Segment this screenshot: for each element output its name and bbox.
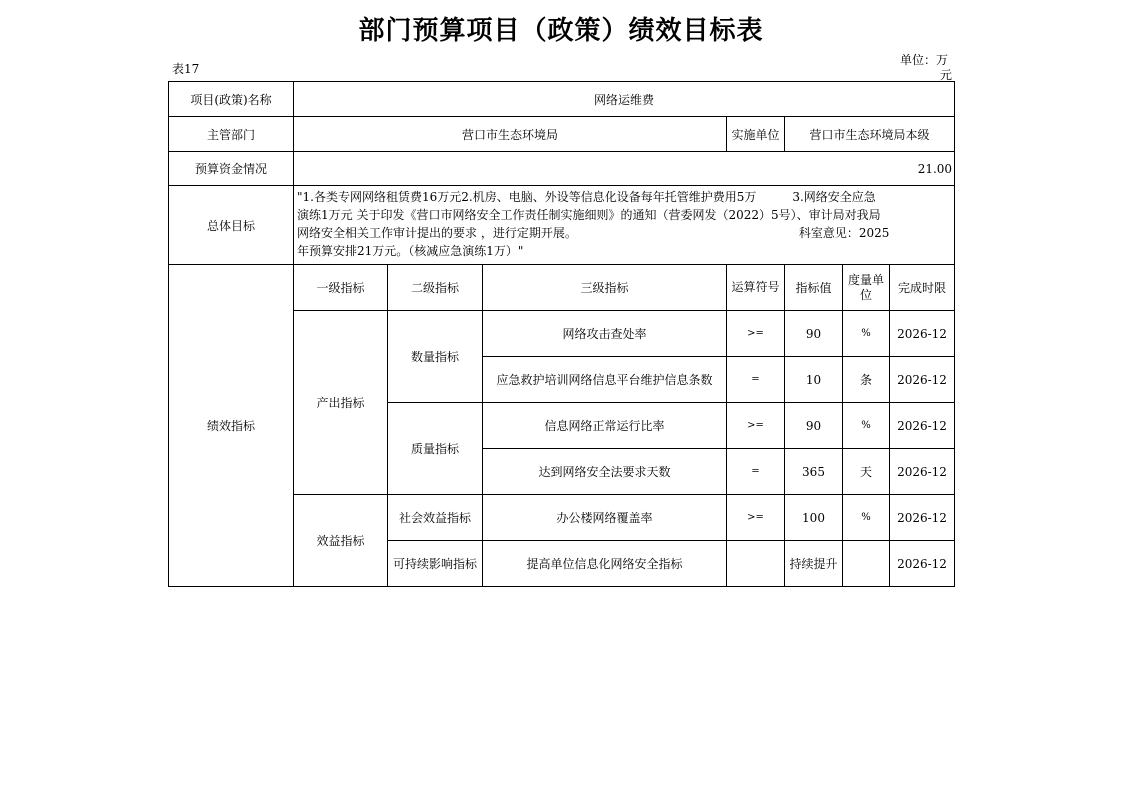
deadline-cell: 2026-12 [890,357,955,403]
impl-unit-label: 实施单位 [727,117,785,152]
header-deadline: 完成时限 [890,265,955,311]
level3-cell: 应急救护培训网络信息平台维护信息条数 [483,357,727,403]
dept-value: 营口市生态环境局 [294,117,727,152]
level1-cell: 效益指标 [294,495,388,587]
goal-line: 网络安全相关工作审计提出的要求 ，进行定期开展。 科室意见：2025 [297,226,890,240]
perf-label: 绩效指标 [169,265,294,587]
impl-unit-value: 营口市生态环境局本级 [785,117,955,152]
deadline-cell: 2026-12 [890,311,955,357]
value-cell: 10 [785,357,843,403]
value-cell: 90 [785,311,843,357]
budget-label: 预算资金情况 [169,152,294,186]
operator-cell: = [727,449,785,495]
goal-line: 演练1万元 关于印发《营口市网络安全工作责任制实施细则》的通知（营委网发（2022）5号）、审计局对我局 [297,208,881,222]
unit-cell: % [843,495,890,541]
row-budget [169,152,955,186]
performance-target-table [168,81,955,587]
operator-cell: >= [727,403,785,449]
unit-cell: % [843,311,890,357]
unit-note [900,53,952,83]
goal-label: 总体目标 [169,186,294,265]
level3-cell: 达到网络安全法要求天数 [483,449,727,495]
operator-cell [727,541,785,587]
unit-cell: 天 [843,449,890,495]
header-operator: 运算符号 [727,265,785,311]
deadline-cell: 2026-12 [890,495,955,541]
deadline-cell: 2026-12 [890,541,955,587]
unit-cell: 条 [843,357,890,403]
dept-label: 主管部门 [169,117,294,152]
operator-cell: >= [727,495,785,541]
goal-text [294,186,955,265]
level2-cell: 数量指标 [388,311,483,403]
unit-note-line1: 单位：万 [900,53,949,67]
deadline-cell: 2026-12 [890,449,955,495]
row-department [169,117,955,152]
table-number: 表17 [172,62,200,76]
header-level2: 二级指标 [388,265,483,311]
deadline-cell: 2026-12 [890,403,955,449]
level3-cell: 信息网络正常运行比率 [483,403,727,449]
budget-value: 21.00 [294,152,955,186]
header-level3: 三级指标 [483,265,727,311]
project-name-value: 网络运维费 [294,82,955,117]
value-cell: 持续提升 [785,541,843,587]
unit-cell: % [843,403,890,449]
level2-cell: 可持续影响指标 [388,541,483,587]
row-indicator-header [169,265,955,311]
level3-cell: 网络攻击查处率 [483,311,727,357]
header-value: 指标值 [785,265,843,311]
value-cell: 100 [785,495,843,541]
value-cell: 365 [785,449,843,495]
unit-cell [843,541,890,587]
goal-line: "1.各类专网网络租赁费16万元2.机房、电脑、外设等信息化设备每年托管维护费用5万 3.网络安全应急 [297,190,876,204]
header-unit: 度量单位 [843,265,890,311]
operator-cell: >= [727,311,785,357]
unit-note-line2: 元 [939,68,952,82]
page-title: 部门预算项目（政策）绩效目标表 [358,16,764,46]
value-cell: 90 [785,403,843,449]
project-name-label: 项目(政策)名称 [169,82,294,117]
goal-line: 年预算安排21万元。（核减应急演练1万）" [297,244,524,258]
level2-cell: 质量指标 [388,403,483,495]
level1-cell: 产出指标 [294,311,388,495]
level2-cell: 社会效益指标 [388,495,483,541]
row-overall-goal [169,186,955,265]
operator-cell: = [727,357,785,403]
header-level1: 一级指标 [294,265,388,311]
level3-cell: 办公楼网络覆盖率 [483,495,727,541]
level3-cell: 提高单位信息化网络安全指标 [483,541,727,587]
row-project-name [169,82,955,117]
